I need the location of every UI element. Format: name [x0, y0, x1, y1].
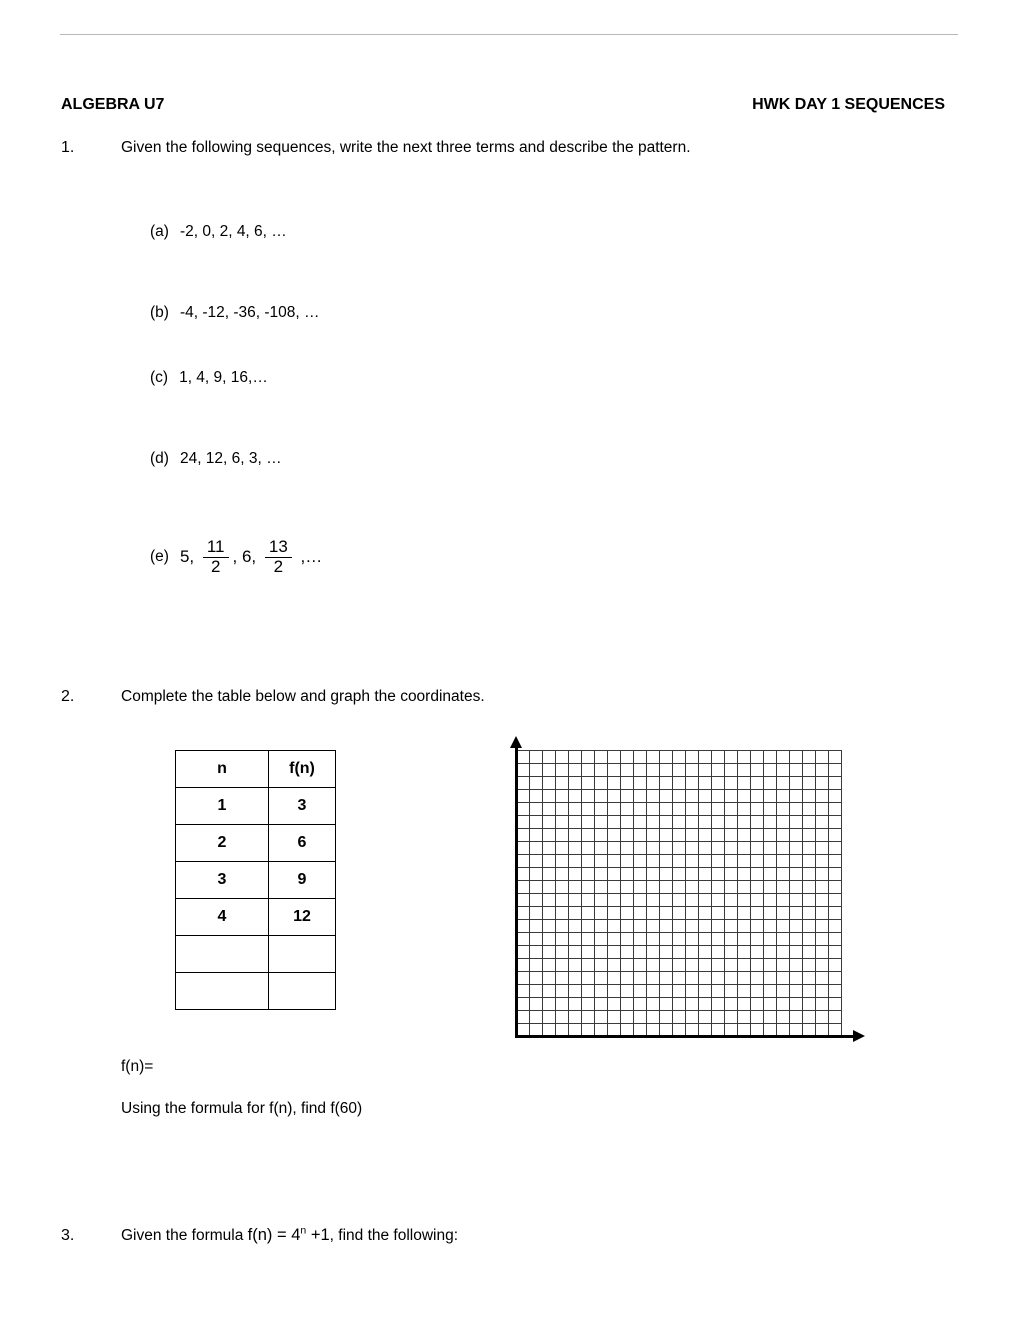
table-row-empty: [176, 973, 336, 1010]
table-cell-fn: [269, 973, 336, 1010]
question-2-prompt: Complete the table below and graph the coordinates.: [121, 688, 485, 705]
table-header-n: n: [176, 751, 269, 788]
question-1-number: 1.: [61, 139, 75, 156]
formula-equals: =: [272, 1226, 292, 1244]
item-b-label: (b): [150, 304, 169, 321]
sequence-item-e: [150, 532, 322, 582]
question-2: [61, 688, 961, 706]
x-axis: [515, 1035, 855, 1038]
question-1: [61, 139, 961, 157]
item-d-label: (d): [150, 450, 169, 467]
item-a-text: -2, 0, 2, 4, 6, …: [179, 223, 287, 240]
sequence-item-a: [150, 223, 287, 241]
fraction-11-2: [203, 538, 229, 576]
formula-lhs: f(n): [247, 1226, 273, 1244]
y-axis-arrow-icon: [510, 736, 522, 748]
question-2-number: 2.: [61, 688, 75, 705]
item-c-label: (c): [150, 369, 169, 386]
fraction-numerator: 13: [265, 538, 292, 558]
table-row: [176, 788, 336, 825]
table-row: [176, 825, 336, 862]
item-d-text: 24, 12, 6, 3, …: [179, 450, 282, 467]
table-cell-n: 1: [176, 788, 269, 825]
question-3-prompt: [121, 1226, 458, 1245]
y-axis: [515, 746, 518, 1038]
item-e-term1: 5,: [179, 547, 199, 566]
sequence-item-b: [150, 304, 320, 322]
table-header-row: [176, 751, 336, 788]
fraction-13-2: [265, 538, 292, 576]
item-e-sep2: ,…: [295, 547, 323, 566]
formula-tail: +1: [306, 1226, 330, 1244]
item-e-label: (e): [150, 548, 169, 565]
item-a-label: (a): [150, 223, 169, 240]
fn-equals-label: f(n)=: [121, 1058, 154, 1075]
x-axis-arrow-icon: [853, 1030, 865, 1042]
item-b-text: -4, -12, -36, -108, …: [179, 304, 320, 321]
header-rule: [60, 34, 958, 35]
table-cell-n: [176, 936, 269, 973]
values-table: [175, 750, 336, 1010]
assignment-title: HWK DAY 1 SEQUENCES: [752, 96, 945, 113]
table-cell-n: [176, 973, 269, 1010]
grid-paper: [516, 750, 842, 1036]
item-c-text: 1, 4, 9, 16,…: [179, 369, 268, 386]
fraction-denominator: 2: [273, 556, 284, 576]
formula-base: 4: [291, 1226, 301, 1244]
coordinate-grid: [508, 738, 868, 1054]
table-row-empty: [176, 936, 336, 973]
q3-prompt-after: , find the following:: [329, 1227, 459, 1244]
table-row: [176, 862, 336, 899]
question-1-prompt: Given the following sequences, write the next three terms and describe the pattern.: [121, 139, 691, 156]
table-cell-fn: 9: [269, 862, 336, 899]
table-cell-n: 4: [176, 899, 269, 936]
page-header: [61, 96, 945, 114]
item-e-sep1: ,: [232, 547, 242, 566]
table-cell-n: 2: [176, 825, 269, 862]
table-cell-n: 3: [176, 862, 269, 899]
table-row: [176, 899, 336, 936]
table-header-fn: f(n): [269, 751, 336, 788]
fraction-numerator: 11: [203, 538, 229, 558]
sequence-item-d: [150, 450, 282, 468]
formula-exponent: n: [300, 1224, 307, 1237]
item-e-term2: 6,: [241, 547, 261, 566]
course-title: ALGEBRA U7: [61, 96, 165, 113]
fraction-denominator: 2: [210, 556, 221, 576]
followup-prompt: Using the formula for f(n), find f(60): [121, 1100, 363, 1117]
table-cell-fn: 3: [269, 788, 336, 825]
question-3-number: 3.: [61, 1227, 75, 1244]
q3-prompt-before: Given the formula: [121, 1227, 248, 1244]
table-cell-fn: 12: [269, 899, 336, 936]
sequence-item-c: [150, 369, 268, 387]
table-cell-fn: 6: [269, 825, 336, 862]
table-cell-fn: [269, 936, 336, 973]
q3-formula: [248, 1226, 330, 1244]
question-3: [61, 1226, 961, 1245]
